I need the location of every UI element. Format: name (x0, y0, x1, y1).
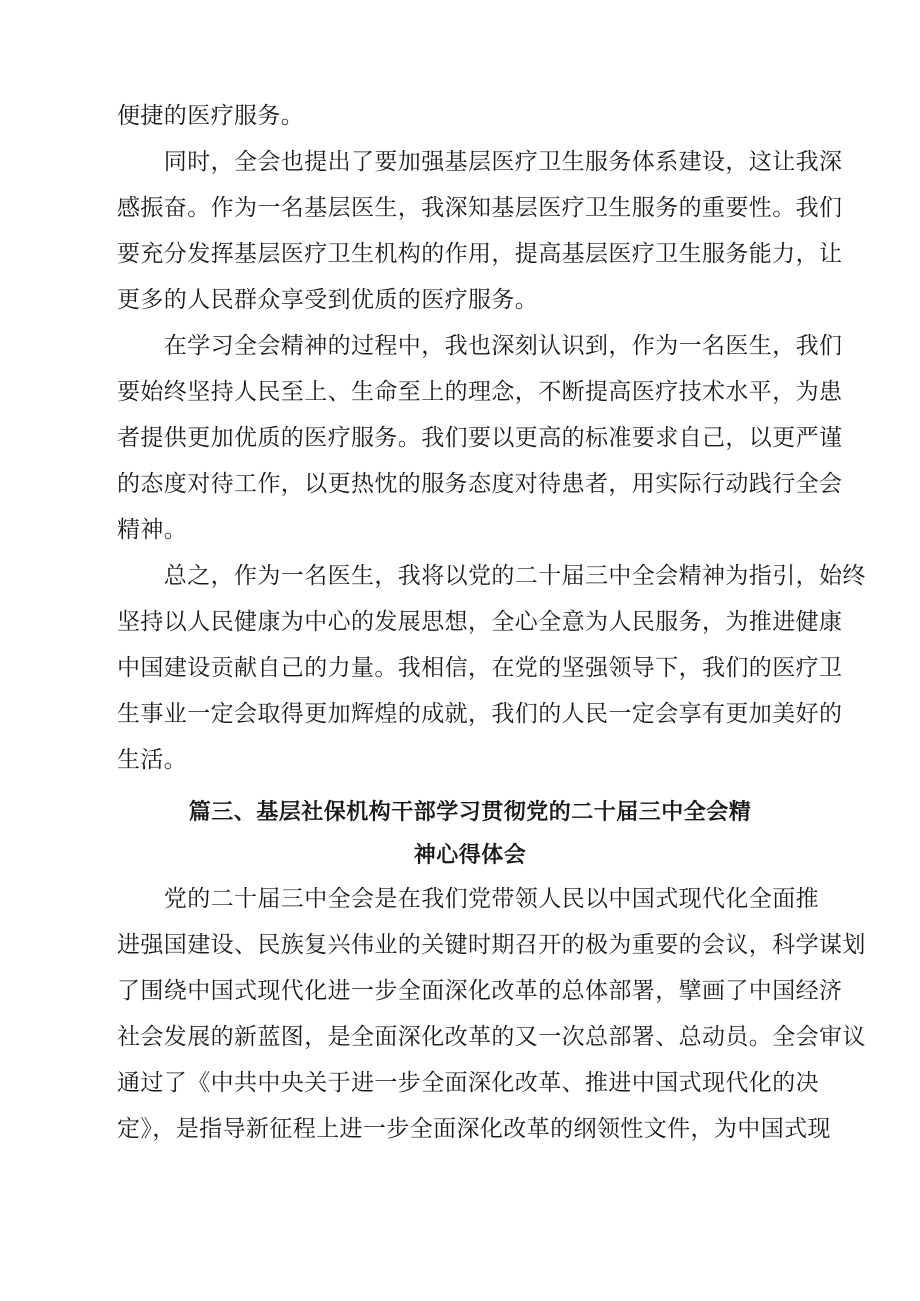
text-line: 便捷的医疗服务。 (117, 103, 305, 129)
text-line: 生事业一定会取得更加辉煌的成就，我们的人民一定会享有更加美好的 (117, 701, 843, 727)
text-line: 精神。 (117, 517, 188, 543)
text-line: 党的二十届三中全会是在我们党带领人民以中国式现代化全面推 (117, 886, 819, 912)
text-line: 在学习全会精神的过程中，我也深刻认识到，作为一名医生，我们 (117, 333, 843, 359)
text-line: 要充分发挥基层医疗卫生机构的作用，提高基层医疗卫生服务能力，让 (117, 241, 843, 267)
body-text-top (117, 93, 866, 783)
text-line: 更多的人民群众享受到优质的医疗服务。 (117, 287, 539, 313)
text-line: 社会发展的新蓝图，是全面深化改革的又一次总部署、总动员。全会审议 (117, 1024, 866, 1050)
text-line: 的态度对待工作，以更热忱的服务态度对待患者，用实际行动践行全会 (117, 471, 843, 497)
text-line: 感振奋。作为一名基层医生，我深知基层医疗卫生服务的重要性。我们 (117, 195, 843, 221)
text-line: 者提供更加优质的医疗服务。我们要以更高的标准要求自己，以更严谨 (117, 425, 843, 451)
text-line: 了围绕中国式现代化进一步全面深化改革的总体部署，擘画了中国经济 (117, 978, 843, 1004)
text-line: 要始终坚持人民至上、生命至上的理念，不断提高医疗技术水平，为患 (117, 379, 843, 405)
text-line: 坚持以人民健康为中心的发展思想，全心全意为人民服务，为推进健康 (117, 609, 843, 635)
text-line: 通过了《中共中央关于进一步全面深化改革、推进中国式现代化的决 (117, 1070, 819, 1096)
text-line: 中国建设贡献自己的力量。我相信，在党的坚强领导下，我们的医疗卫 (117, 655, 843, 681)
section-heading-line-2: 神心得体会 (413, 843, 527, 868)
text-line: 进强国建设、民族复兴伟业的关键时期召开的极为重要的会议，科学谋划 (117, 932, 866, 958)
text-line: 总之，作为一名医生，我将以党的二十届三中全会精神为指引，始终 (117, 563, 866, 589)
text-line: 同时，全会也提出了要加强基层医疗卫生服务体系建设，这让我深 (117, 149, 843, 175)
section-heading-line-1: 篇三、基层社保机构干部学习贯彻党的二十届三中全会精 (188, 800, 752, 825)
text-line: 生活。 (117, 747, 188, 773)
text-line: 定》，是指导新征程上进一步全面深化改革的纲领性文件，为中国式现 (117, 1116, 831, 1142)
body-text-bottom (117, 876, 866, 1152)
